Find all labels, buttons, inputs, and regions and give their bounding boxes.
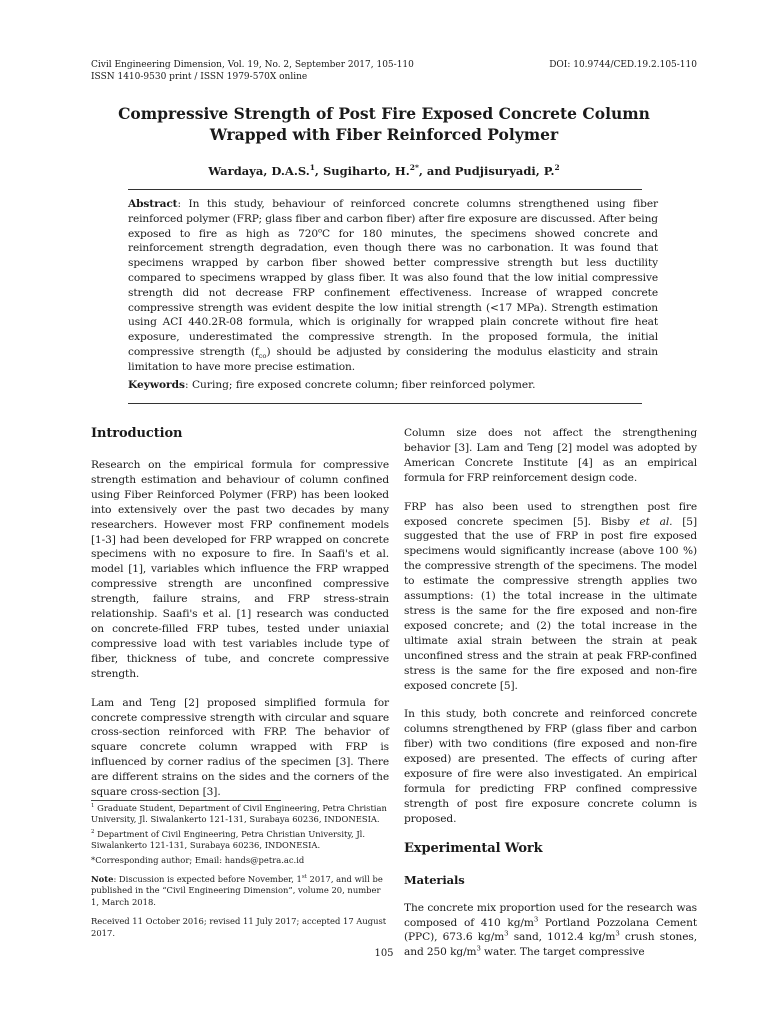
- author-2: Sugiharto, H.: [322, 164, 410, 178]
- note-text: : Discussion is expected before November, 1: [113, 874, 302, 885]
- paragraph-text: water. The target compressive: [480, 946, 645, 959]
- journal-issn: ISSN 1410-9530 print / ISSN 1979-570X online: [91, 72, 308, 82]
- author-3: Pudjisuryadi, P.: [454, 164, 555, 178]
- received-dates: Received 11 October 2016; revised 11 July 2017; accepted 17 August 2017.: [91, 916, 387, 938]
- note-text: 2017, and will be published in the “Civil Engineering Dimension”, volume 20, number 1, March 2018.: [91, 874, 383, 907]
- paragraph-text: [5] suggested that the use of FRP in post fire exposed specimens would significantly increase (above 100 %) the compressive strength of the specimens. The model to estimate the compressive strength applies two assumptions: (1) the total increase in the ultimate stress is the same for the fire exposed and non-fire exposed concrete; and (2) the total increase in the ultimate axial strain between the strain at peak unconfined stress and the strain at peak FRP-confined stress is the same for the fire exposed and non-fire exposed concrete [5].: [404, 515, 697, 692]
- footnote-2: [91, 829, 389, 852]
- keywords-label: Keywords: [128, 379, 186, 391]
- author-1-affil: 1: [309, 163, 315, 173]
- author-sep: , and: [418, 164, 455, 178]
- paragraph: Lam and Teng [2] proposed simplified formula for concrete compressive strength with circular and square cross-section reinforced with FRP. The behavior of square concrete column wrapped with FRP is influenced by corner radius of the specimen [3]. There are different strains on the sides and the corners of the square cross-section [3].: [91, 696, 389, 799]
- cube-sup: 3: [476, 944, 481, 953]
- journal-citation: Civil Engineering Dimension, Vol. 19, No. 2, September 2017, 105-110: [91, 60, 414, 70]
- discussion-note: [91, 874, 389, 908]
- abstract-label: Abstract: [128, 198, 178, 210]
- paragraph-text: The concrete mix proportion used for the research was composed of 410 kg/m: [404, 901, 697, 929]
- footnote-marker: 2: [91, 829, 95, 836]
- right-column: [404, 426, 697, 974]
- footnote-text: Department of Civil Engineering, Petra Christian University, Jl. Siwalankerto 121-131, Surabaya 60236, INDONESIA.: [91, 828, 366, 851]
- abstract-bottom-rule: [128, 403, 642, 404]
- subsection-heading-materials: Materials: [404, 872, 465, 887]
- paragraph-text: sand, 1012.4 kg/m: [508, 931, 616, 944]
- author-sep: ,: [314, 164, 323, 178]
- keywords: [128, 378, 642, 392]
- author-3-affil: 2: [554, 163, 560, 173]
- paper-title: Compressive Strength of Post Fire Exposed Concrete Column Wrapped with Fiber Reinforced Polymer: [118, 104, 650, 144]
- abstract-top-rule: [128, 189, 642, 190]
- author-2-affil: 2*: [409, 163, 419, 173]
- doi: DOI: 10.9744/CED.19.2.105-110: [549, 60, 697, 70]
- cube-sup: 3: [615, 929, 620, 938]
- paragraph: Research on the empirical formula for compressive strength estimation and behaviour of column confined using Fiber Reinforced Polymer (FRP) has been looked into extensively over the past two decades by many researchers. However most FRP confinement models [1-3] had been developed for FRP wrapped on concrete specimens with no exposure to fire. In Saafi's et al. model [1], variables which influence the FRP wrapped compressive strength are unconfined compressive strength, failure strains, and FRP stress-strain relationship. Saafi's et al. [1] research was conducted on concrete-filled FRP tubes, tested under uniaxial compressive load with test variables include type of fiber, thickness of tube, and concrete compressive strength.: [91, 459, 389, 680]
- abstract-text: : In this study, behaviour of reinforced concrete columns strengthened using fiber reinforced polymer (FRP; glass fiber and carbon fiber) after fire exposure are discussed. After being exposed to fire as high as 720: [128, 198, 658, 240]
- paragraph-text: crush stones, and 250 kg/m: [404, 931, 697, 959]
- footnote-text: Graduate Student, Department of Civil Engineering, Petra Christian University, Jl. Siwalankerto 121-131, Surabaya 60236, INDONESIA.: [91, 803, 387, 825]
- section-heading-experimental-work: Experimental Work: [404, 840, 543, 856]
- fco-subscript: co: [258, 352, 267, 361]
- keywords-text: : Curing; fire exposed concrete column; fiber reinforced polymer.: [185, 379, 536, 391]
- paragraph: [404, 500, 697, 694]
- footnote-marker: 1: [91, 803, 95, 810]
- footnote-1: [91, 803, 389, 826]
- abstract-text: C for 180 minutes, the specimens showed concrete and reinforcement strength degradation, even though there was no carbonation. It was found that specimens wrapped by carbon fiber showed better compressive strength but less ductility compared to specimens wrapped by glass fiber. It was also found that the low initial compressive strength did not decrease FRP confinement effectiveness. Increase of wrapped concrete compressive strength was evident despite the low initial strength (<17 MPa). Strength estimation using ACI 440.2R-08 formula, which is originally for wrapped plain concrete without fire heat exposure, underestimated the compressive strength. In the proposed formula, the initial compressive strength (f: [128, 227, 658, 358]
- abstract: [128, 197, 658, 375]
- paragraph-text: Portland Pozzolana Cement (PPC), 673.6 kg/m: [404, 916, 697, 944]
- note-label: Note: [91, 874, 114, 885]
- journal-header: [91, 59, 414, 83]
- paragraph: Column size does not affect the strengthening behavior [3]. Lam and Teng [2] model was adopted by American Concrete Institute [4] as an empirical formula for FRP reinforcement design code.: [404, 427, 697, 484]
- degree-mark: o: [318, 226, 323, 235]
- cube-sup: 3: [504, 929, 509, 938]
- paragraph-text: FRP has also been used to strengthen post fire exposed concrete specimen [5]. Bisby: [404, 500, 697, 528]
- abstract-text: ) should be adjusted by considering the modulus elasticity and strain limitation to have more precise estimation.: [128, 345, 659, 373]
- left-column: [91, 426, 389, 814]
- cube-sup: 3: [533, 915, 539, 924]
- footnotes: [91, 803, 389, 942]
- section-heading-introduction: Introduction: [91, 426, 183, 441]
- et-al: et al.: [639, 515, 673, 528]
- author-list: [0, 164, 768, 178]
- footnote-rule: [91, 800, 281, 801]
- note-sup: st: [301, 874, 307, 881]
- corresponding-author: *Corresponding author; Email: hands@petra.ac.id: [91, 854, 305, 865]
- paragraph: In this study, both concrete and reinforced concrete columns strengthened by FRP (glass fiber and carbon fiber) with two conditions (fire exposed and non-fire exposed) are presented. The effects of curing after exposure of fire were also investigated. An empirical formula for predicting FRP confined compressive strength of post fire exposure concrete column is proposed.: [404, 708, 697, 825]
- page-number: 105: [374, 948, 394, 959]
- author-1: Wardaya, D.A.S.: [208, 164, 310, 178]
